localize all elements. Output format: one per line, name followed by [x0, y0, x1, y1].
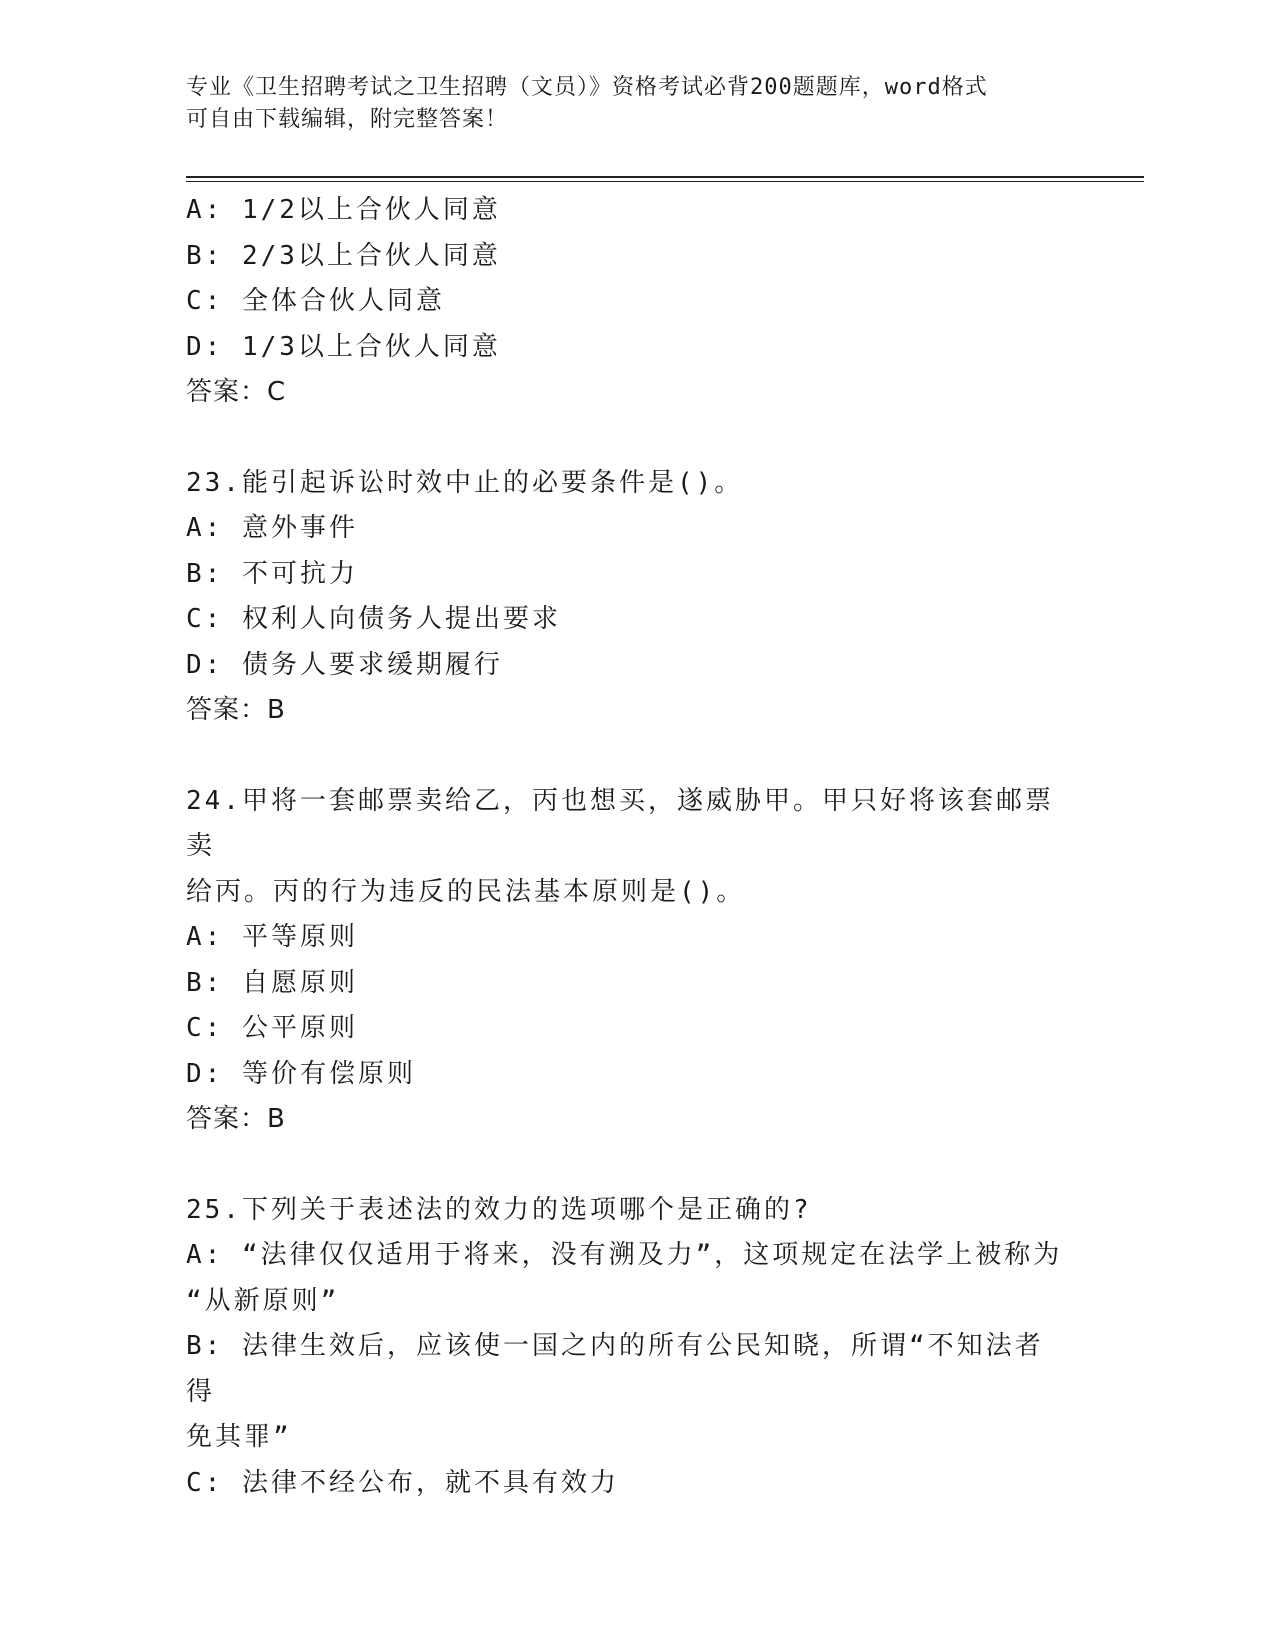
spacer — [186, 1143, 1066, 1188]
option-b: B: 自愿原则 — [186, 967, 358, 998]
option-b: B: 不可抗力 — [186, 558, 358, 589]
option-d: D: 1/3以上合伙人同意 — [186, 331, 501, 362]
header-title-line-1: 专业《卫生招聘考试之卫生招聘（文员）》资格考试必背200题题库，word格式 — [186, 75, 988, 100]
header-title-line-2: 可自由下载编辑，附完整答案！ — [186, 107, 509, 132]
answer: 答案：B — [186, 1104, 286, 1134]
document-header — [186, 72, 1066, 136]
question-25-block — [186, 1188, 1066, 1507]
question-stem-line-2: 给丙。丙的行为违反的民法基本原则是()。 — [186, 876, 746, 907]
question-23-block — [186, 461, 1066, 734]
option-b-line-1: B: 法律生效后，应该使一国之内的所有公民知晓，所谓“不知法者得 — [186, 1331, 1044, 1407]
question-stem: 25.下列关于表述法的效力的选项哪个是正确的? — [186, 1194, 812, 1225]
answer: 答案：B — [186, 695, 286, 725]
question-stem: 23.能引起诉讼时效中止的必要条件是()。 — [186, 467, 744, 498]
option-c: C: 权利人向债务人提出要求 — [186, 604, 561, 634]
header-rule-thick — [186, 176, 1144, 178]
option-a-line-2: “从新原则” — [186, 1285, 340, 1316]
option-c: C: 公平原则 — [186, 1013, 358, 1043]
option-a: A: 1/2以上合伙人同意 — [186, 195, 501, 225]
spacer — [186, 416, 1066, 461]
question-list — [186, 188, 1066, 1506]
option-a-line-1: A: “法律仅仅适用于将来，没有溯及力”，这项规定在法学上被称为 — [186, 1240, 1063, 1270]
header-rule-thin — [186, 181, 1144, 182]
option-d: D: 等价有偿原则 — [186, 1058, 416, 1089]
option-b: B: 2/3以上合伙人同意 — [186, 240, 501, 271]
option-a: A: 平等原则 — [186, 922, 358, 952]
question-24-block — [186, 779, 1066, 1143]
question-22-block — [186, 188, 1066, 416]
question-stem-line-1: 24.甲将一套邮票卖给乙，丙也想买，遂威胁甲。甲只好将该套邮票卖 — [186, 785, 1054, 861]
option-b-line-2: 免其罪” — [186, 1422, 292, 1452]
option-d: D: 债务人要求缓期履行 — [186, 649, 503, 680]
answer: 答案：C — [186, 377, 287, 407]
option-c: C: 法律不经公布，就不具有效力 — [186, 1467, 619, 1498]
option-c: C: 全体合伙人同意 — [186, 286, 445, 316]
spacer — [186, 734, 1066, 779]
option-a: A: 意外事件 — [186, 513, 358, 543]
